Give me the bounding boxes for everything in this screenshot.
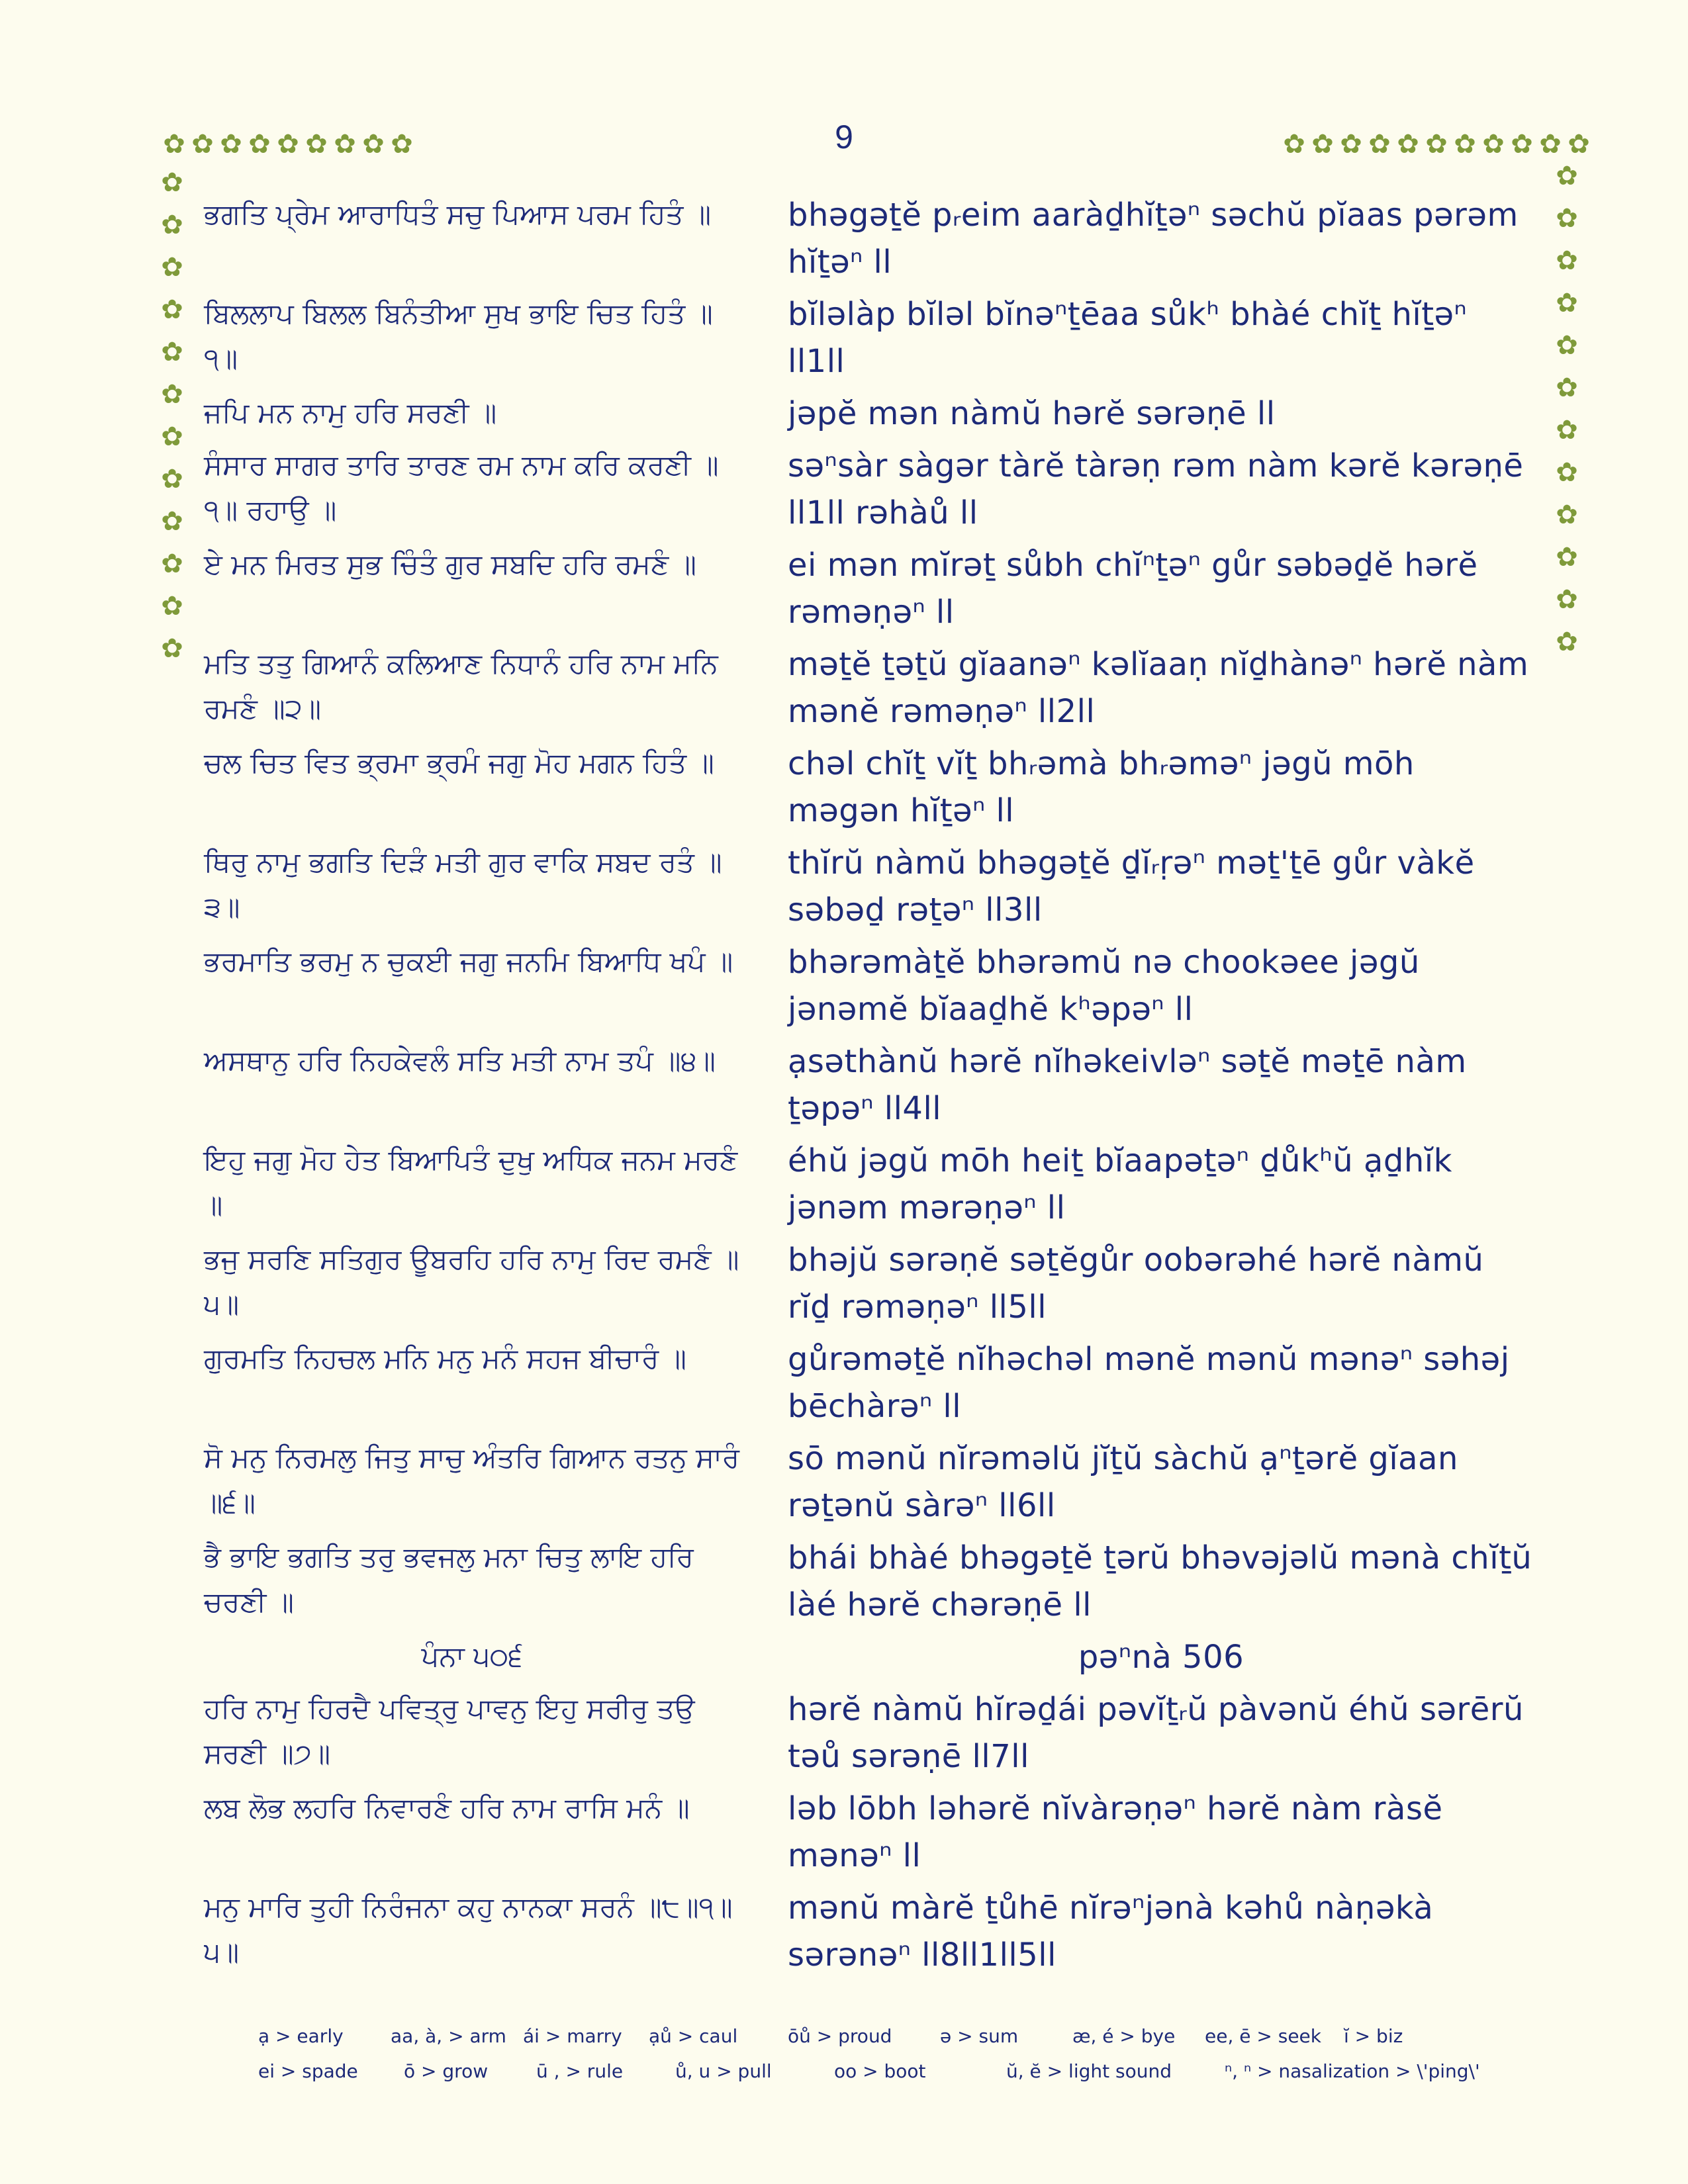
transliteration-text: mənŭ màrĕ ṯůhē nĭrəⁿjənà kəhů nàṇəkà sərənəⁿ ll8ll1ll5ll [788,1889,1434,1974]
flower-ornament-icon [1537,131,1564,158]
gurmukhi-text: ਇਹੁ ਜਗੁ ਮੋਹ ਹੇਤ ਬਿਆਪਿਤੰ ਦੁਖੁ ਅਧਿਕ ਜਨਮ ਮਰਣੰ ॥ [204,1144,738,1221]
transliteration-text: pəⁿnà 506 [1078,1639,1244,1676]
legend-item: ạů > caul [649,2025,738,2047]
flower-ornament-icon [1554,163,1580,189]
verse-row [204,1535,1534,1629]
legend-item: ĭ > biz [1344,2025,1403,2047]
pronunciation-legend [258,2025,1516,2095]
flower-ornament-icon [159,381,185,408]
verse-row [204,1786,1534,1880]
flower-ornament-icon [159,551,185,577]
transliteration-text: məṯĕ ṯəṯŭ gĭaanəⁿ kəlĭaaṇ nĭḏhànəⁿ hərĕ nàm mənĕ rəməṇəⁿ ll2ll [788,646,1529,730]
transliteration-text: éhŭ jəgŭ mōh heiṯ bĭaapəṯəⁿ ḏůkʰŭ ạḏhĭk jənəm mərəṇəⁿ ll [788,1142,1452,1226]
transliteration-text: hərĕ nàmŭ hĭrəḏái pəvĭṯᵣŭ pàvənŭ éhŭ sərērŭ təů sərəṇē ll7ll [788,1691,1524,1775]
gurmukhi-text: ਥਿਰੁ ਨਾਮੁ ਭਗਤਿ ਦਿੜੰ ਮਤੀ ਗੁਰ ਵਾਕਿ ਸਬਦ ਰਤੰ ॥੩॥ [204,846,722,923]
transliteration-text: bhərəmàṯĕ bhərəmŭ nə chookəee jəgŭ jənəmĕ bĭaaḏhĕ kʰəpəⁿ ll [788,944,1420,1028]
flower-ornament-icon [159,424,185,450]
verse-row [204,1435,1534,1529]
gurmukhi-text: ਅਸਥਾਨੁ ਹਰਿ ਨਿਹਕੇਵਲੰ ਸਤਿ ਮਤੀ ਨਾਮ ਤਪੰ ॥੪॥ [204,1044,716,1077]
flower-ornament-icon [1554,544,1580,570]
flower-ornament-icon [159,169,185,196]
gurmukhi-text: ਮਤਿ ਤਤੁ ਗਿਆਨੰ ਕਲਿਆਣ ਨਿਧਾਨੰ ਹਰਿ ਨਾਮ ਮਨਿ ਰਮਣੰ ॥੨॥ [204,647,718,725]
flower-ornament-icon [159,466,185,492]
verse-row [204,1885,1534,1979]
flower-ornament-icon [1554,375,1580,401]
transliteration-text: ləb lōbh ləhərĕ nĭvàrəṇəⁿ hərĕ nàm ràsĕ mənəⁿ ll [788,1790,1443,1874]
transliteration-text: thĭrŭ nàmŭ bhəgəṯĕ ḏĭᵣṛəⁿ məṯ'ṯē gůr vàkĕ səbəḏ rəṯəⁿ ll3ll [788,844,1475,929]
flower-ornament-icon [1554,459,1580,486]
flower-ornament-icon [1554,586,1580,613]
legend-item: ạ > early [258,2025,344,2047]
gurmukhi-text: ਹਰਿ ਨਾਮੁ ਹਿਰਦੈ ਪਵਿਤ੍ਰੁ ਪਾਵਨੁ ਇਹੁ ਸਰੀਰੁ ਤਉ ਸਰਣੀ ॥੭॥ [204,1692,695,1770]
legend-item: ee, ē > seek [1205,2025,1321,2047]
transliteration-text: sō mənŭ nĭrəməlŭ jĭṯŭ sàchŭ ạⁿṯərĕ gĭaan rəṯənŭ sàrəⁿ ll6ll [788,1440,1458,1524]
verse-row [204,443,1534,537]
flower-ornament-icon [159,508,185,535]
flower-ornament-icon [1480,131,1507,158]
flower-ornament-icon [1554,629,1580,655]
transliteration-text: səⁿsàr sàgər tàrĕ tàrəṇ rəm nàm kərĕ kərəṇē ll1ll rəhàů ll [788,447,1524,531]
verse-row [204,840,1534,934]
flower-ornament-icon [1554,248,1580,274]
transliteration-text: ạsəthànŭ hərĕ nĭhəkeivləⁿ səṯĕ məṯē nàm ṯəpəⁿ ll4ll [788,1043,1467,1127]
legend-item: ⁿ, ⁿ > nasalization > \'ping\' [1225,2060,1480,2082]
flower-ornament-icon [1554,332,1580,359]
verse-row [204,1038,1534,1132]
legend-item: ōů > proud [788,2025,892,2047]
flower-ornament-icon [1566,131,1592,158]
transliteration-text: bhəgəṯĕ pᵣeim aaràḏhĭṯəⁿ səchŭ pĭaas pərəm hĭṯəⁿ ll [788,197,1519,281]
transliteration-text: chəl chĭṯ vĭṯ bhᵣəmà bhᵣəməⁿ jəgŭ mōh məgən hĭṯəⁿ ll [788,745,1415,829]
gurmukhi-text: ਜਪਿ ਮਨ ਨਾਮੁ ਹਰਿ ਸਰਣੀ ॥ [204,396,497,429]
verse-row [204,1237,1534,1331]
gurmukhi-text: ਪੰਨਾ ੫੦੬ [421,1640,523,1672]
gurmukhi-text: ਲਬ ਲੋਭ ਲਹਰਿ ਨਿਵਾਰਣੰ ਹਰਿ ਨਾਮ ਰਾਸਿ ਮਨੰ ॥ [204,1792,690,1824]
transliteration-text: bĭləlàp bĭləl bĭnəⁿṯēaa sůkʰ bhàé chĭṯ hĭṯəⁿ ll1ll [788,296,1468,380]
legend-item: ū , > rule [536,2060,624,2082]
gurmukhi-text: ਭਜੁ ਸਰਣਿ ਸਤਿਗੁਰ ਊਬਰਹਿ ਹਰਿ ਨਾਮੁ ਰਿਦ ਰਮਣੰ ॥੫॥ [204,1243,739,1320]
legend-item: ŭ, ĕ > light sound [1006,2060,1172,2082]
legend-item: æ, é > bye [1072,2025,1176,2047]
legend-item: ō > grow [404,2060,489,2082]
gurmukhi-text: ਭਰਮਾਤਿ ਭਰਮੁ ਨ ਚੁਕਈ ਜਗੁ ਜਨਮਿ ਬਿਆਧਿ ਖਪੰ ॥ [204,945,733,978]
gurmukhi-text: ਮਨੁ ਮਾਰਿ ਤੁਹੀ ਨਿਰੰਜਨਾ ਕਹੁ ਨਾਨਕਾ ਸਰਨੰ ॥੮॥੧॥੫॥ [204,1891,733,1968]
verse-row [204,1336,1534,1430]
gurmukhi-text: ਸੰਸਾਰ ਸਾਗਰ ਤਾਰਿ ਤਾਰਣ ਰਮ ਨਾਮ ਕਰਿ ਕਰਣੀ ॥੧॥ ਰਹਾਉ ॥ [204,449,719,526]
flower-ornament-icon [1509,131,1535,158]
flower-ornament-icon [1554,417,1580,443]
legend-row [258,2025,1516,2047]
legend-item: ə > sum [940,2025,1019,2047]
flower-ornament-icon [1309,131,1336,158]
gurmukhi-text: ਏ ਮਨ ਮਿਰਤ ਸੁਭ ਚਿੰਤੰ ਗੁਰ ਸਬਦਿ ਹਰਿ ਰਮਣੰ ॥ [204,548,696,580]
transliteration-text: bhái bhàé bhəgəṯĕ ṯərŭ bhəvəjəlŭ mənà chĭṯŭ làé hərĕ chərəṇē ll [788,1539,1532,1623]
verse-table [204,192,1534,1984]
legend-item: oo > boot [834,2060,926,2082]
flower-ornament-icon [159,635,185,662]
flower-ornament-icon [159,593,185,619]
transliteration-text: gůrəməṯĕ nĭhəchəl mənĕ mənŭ mənəⁿ səhəj bēchàrəⁿ ll [788,1341,1510,1425]
flower-ornament-icon [1366,131,1393,158]
flower-ornament-icon [360,131,387,158]
legend-item: ei > spade [258,2060,358,2082]
verse-row [204,939,1534,1033]
flower-ornament-icon [275,131,301,158]
flower-ornament-icon [246,131,273,158]
gurmukhi-text: ਭੈ ਭਾਇ ਭਗਤਿ ਤਰੁ ਭਵਜਲੁ ਮਨਾ ਚਿਤੁ ਲਾਇ ਹਰਿ ਚਰਣੀ ॥ [204,1541,694,1618]
flower-ornament-icon [1281,131,1307,158]
verse-row [204,641,1534,735]
gurmukhi-text: ਭਗਤਿ ਪ੍ਰੇਮ ਆਰਾਧਿਤੰ ਸਚੁ ਪਿਆਸ ਪਰਮ ਹਿਤੰ ॥ [204,198,712,230]
gurmukhi-text: ਬਿਲਲਾਪ ਬਿਲਲ ਬਿਨੰਤੀਆ ਸੁਖ ਭਾਇ ਚਿਤ ਹਿਤੰ ॥੧॥ [204,297,713,375]
flower-ornament-icon [161,131,187,158]
gurmukhi-text: ਚਲ ਚਿਤ ਵਿਤ ਭ੍ਰਮਾ ਭ੍ਰਮੰ ਜਗੁ ਮੋਹ ਮਗਨ ਹਿਤੰ ॥ [204,747,714,779]
flower-ornament-icon [218,131,244,158]
flower-ornament-icon [1554,502,1580,528]
flower-ornament-icon [332,131,358,158]
verse-row [204,291,1534,385]
legend-row [258,2060,1516,2082]
flower-ornament-icon [1338,131,1364,158]
verse-row [204,390,1534,437]
gurmukhi-text: ਸੋ ਮਨੁ ਨਿਰਮਲੁ ਜਿਤੁ ਸਾਚੁ ਅੰਤਰਿ ਗਿਆਨ ਰਤਨੁ ਸਾਰੰ ॥੬॥ [204,1441,740,1519]
legend-item: ái > marry [523,2025,622,2047]
flower-ornament-icon [389,131,415,158]
flower-ornament-icon [303,131,330,158]
verse-row [204,1138,1534,1232]
page-marker-row [204,1634,1534,1681]
flower-ornament-icon [1395,131,1421,158]
flower-ornament-icon [1452,131,1478,158]
flower-ornament-icon [189,131,216,158]
transliteration-text: jəpĕ mən nàmŭ hərĕ sərəṇē ll [788,395,1276,432]
verse-row [204,1686,1534,1780]
verse-row [204,192,1534,286]
flower-ornament-icon [159,339,185,365]
transliteration-text: ei mən mĭrəṯ sůbh chĭⁿṯəⁿ gůr səbəḏĕ hərĕ rəməṇəⁿ ll [788,547,1478,631]
flower-ornament-icon [159,296,185,323]
page-number: 9 [835,118,853,156]
flower-ornament-icon [1554,290,1580,316]
flower-ornament-icon [1554,205,1580,232]
transliteration-text: bhəjŭ sərəṇĕ səṯĕgůr oobərəhé hərĕ nàmŭ rĭḏ rəməṇəⁿ ll5ll [788,1242,1484,1326]
verse-row [204,741,1534,835]
legend-item: ů, u > pull [675,2060,772,2082]
flower-ornament-icon [159,212,185,238]
gurmukhi-text: ਗੁਰਮਤਿ ਨਿਹਚਲ ਮਨਿ ਮਨੁ ਮਨੰ ਸਹਜ ਬੀਚਾਰੰ ॥ [204,1342,686,1375]
flower-ornament-icon [1423,131,1450,158]
verse-row [204,542,1534,636]
legend-item: aa, à, > arm [391,2025,506,2047]
flower-ornament-icon [159,254,185,281]
